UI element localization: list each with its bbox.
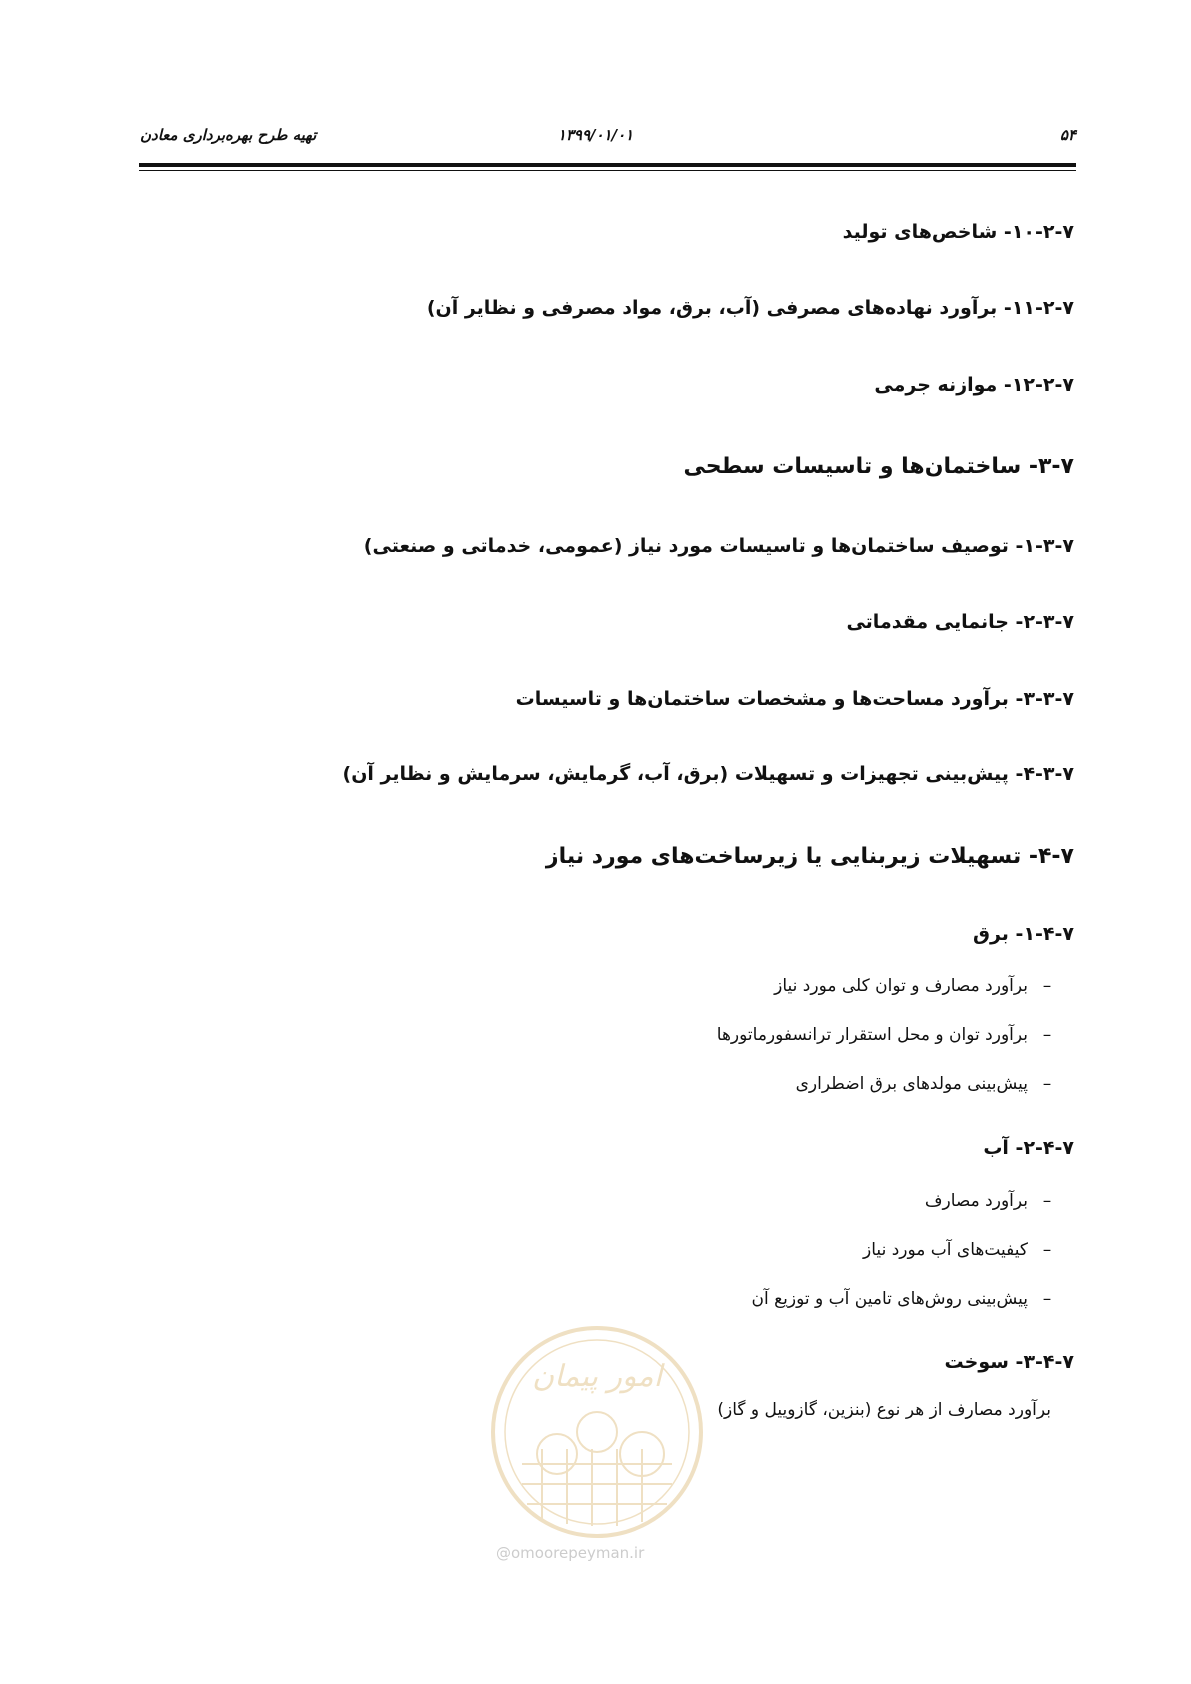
- list-item-text: برآورد مصارف: [924, 1191, 1028, 1211]
- list-item-text: کیفیت‌های آب مورد نیاز: [863, 1240, 1028, 1260]
- water-list: [752, 1185, 1066, 1332]
- watermark-logo-text: امور پیمان: [532, 1359, 662, 1394]
- bullet-dash: –: [1042, 1240, 1052, 1260]
- watermark-url: @omoorepeyman.ir: [496, 1544, 645, 1562]
- heading-7-4: ۴-۷- تسهیلات زیربنایی یا زیرساخت‌های مورد نیاز: [545, 844, 1074, 869]
- list-item: [717, 1019, 1066, 1068]
- header-rule-thick: [139, 163, 1076, 167]
- heading-7-3: ۳-۷- ساختمان‌ها و تاسیسات سطحی: [683, 454, 1074, 479]
- heading-7-4-3: ۳-۴-۷- سوخت: [944, 1351, 1074, 1373]
- list-item: [752, 1283, 1066, 1332]
- list-item: [752, 1234, 1066, 1283]
- heading-7-3-2: ۲-۳-۷- جانمایی مقدماتی: [846, 611, 1074, 633]
- header-date: ۱۳۹۹/۰۱/۰۱: [557, 126, 634, 144]
- heading-7-2-12: ۱۲-۲-۷- موازنه جرمی: [874, 374, 1074, 396]
- list-item: [752, 1185, 1066, 1234]
- bullet-dash: –: [1042, 976, 1052, 996]
- heading-7-3-1: ۱-۳-۷- توصیف ساختمان‌ها و تاسیسات مورد نیاز (عمومی، خدماتی و صنعتی): [363, 535, 1074, 557]
- list-item: [717, 970, 1066, 1019]
- heading-7-4-2: ۲-۴-۷- آب: [983, 1137, 1074, 1159]
- page-number: ۵۴: [1059, 126, 1076, 144]
- list-item-text: پیش‌بینی روش‌های تامین آب و توزیع آن: [751, 1289, 1028, 1309]
- header-title: تهیه طرح بهره‌برداری معادن: [140, 126, 317, 144]
- bullet-dash: –: [1042, 1025, 1052, 1045]
- heading-7-4-1: ۱-۴-۷- برق: [972, 923, 1074, 945]
- bullet-dash: –: [1042, 1074, 1052, 1094]
- heading-7-2-10: ۱۰-۲-۷- شاخص‌های تولید: [842, 221, 1074, 243]
- heading-7-2-11: ۱۱-۲-۷- برآورد نهاده‌های مصرفی (آب، برق، مواد مصرفی و نظایر آن): [426, 297, 1074, 319]
- heading-7-3-3: ۳-۳-۷- برآورد مساحت‌ها و مشخصات ساختمان‌ها و تاسیسات: [515, 688, 1074, 710]
- bullet-dash: –: [1042, 1191, 1052, 1211]
- bullet-dash: –: [1042, 1289, 1052, 1309]
- list-item-text: برآورد مصارف و توان کلی مورد نیاز: [774, 976, 1028, 996]
- watermark-logo: [482, 1314, 712, 1554]
- list-item-text: برآورد توان و محل استقرار ترانسفورماتورها: [716, 1025, 1028, 1045]
- list-item-text: پیش‌بینی مولدهای برق اضطراری: [795, 1074, 1028, 1094]
- list-item: [717, 1068, 1066, 1117]
- header-rule-thin: [139, 170, 1076, 171]
- fuel-paragraph: برآورد مصارف از هر نوع (بنزین، گازوییل و گاز): [717, 1400, 1051, 1420]
- electricity-list: [717, 970, 1066, 1117]
- heading-7-3-4: ۴-۳-۷- پیش‌بینی تجهیزات و تسهیلات (برق، آب، گرمایش، سرمایش و نظایر آن): [342, 763, 1074, 785]
